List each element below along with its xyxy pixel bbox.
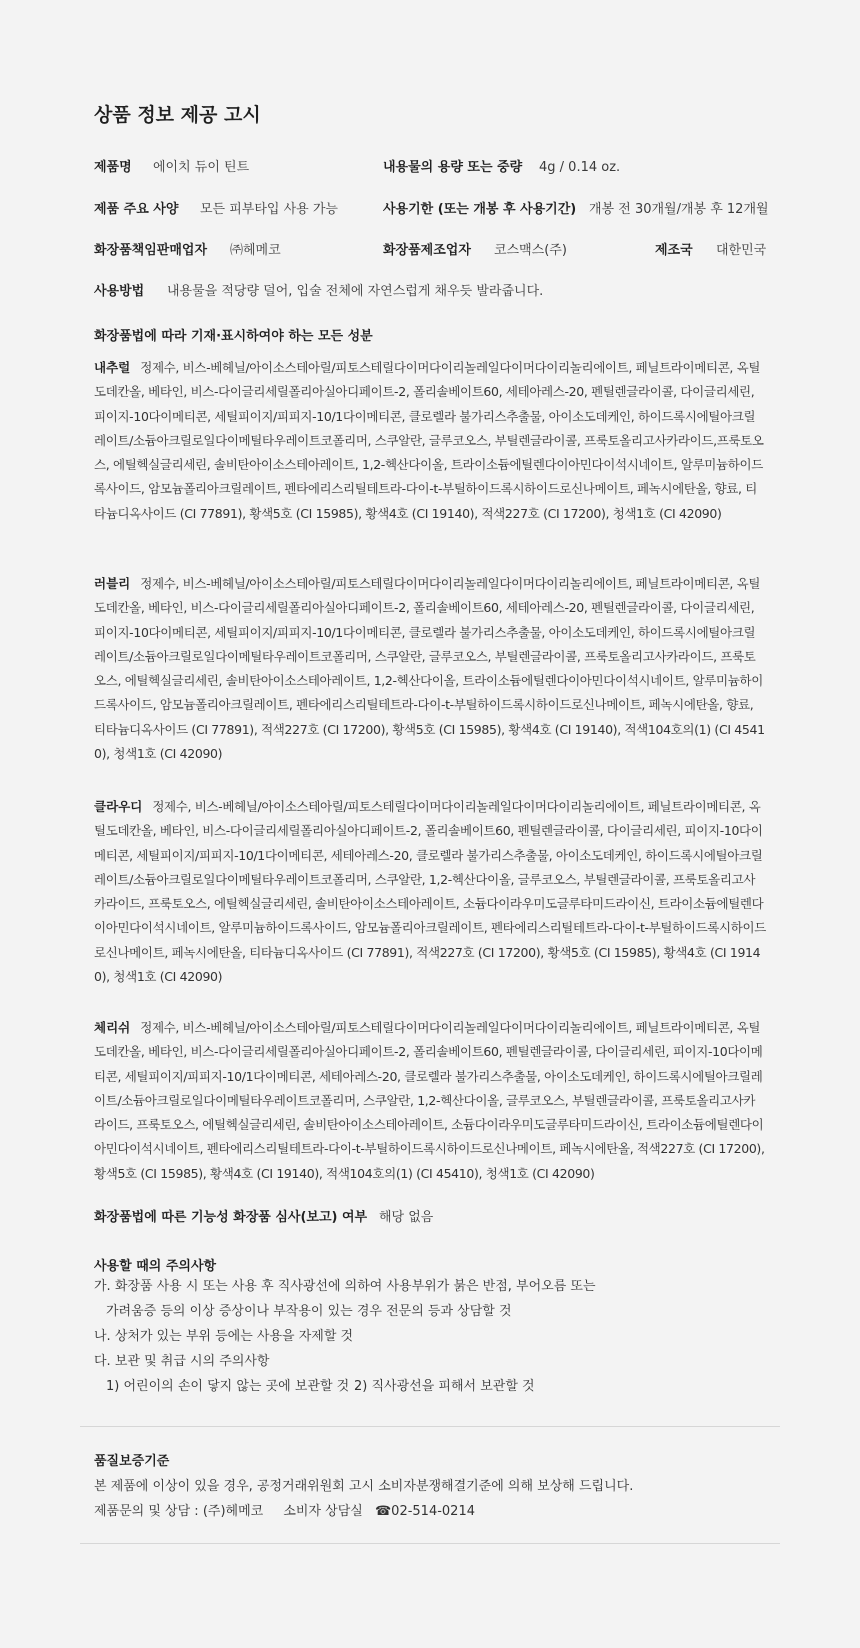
shade-name: 체리쉬 bbox=[94, 1020, 131, 1035]
caution-line: 나. 상처가 있는 부위 등에는 사용을 자제할 것 bbox=[94, 1329, 354, 1344]
ingredients-heading: 화장품법에 따라 기재·표시하여야 하는 모든 성분 bbox=[94, 329, 373, 344]
caution-line: 다. 보관 및 취급 시의 주의사항 bbox=[94, 1354, 270, 1369]
ingredient-list: 정제수, 비스-베헤닐/아이소스테아릴/피토스테릴다이머다이리놀레일다이머다이리놀리에이트, 페닐트라이메티콘, 옥틸도데칸올, 베타인, 비스-다이글리세릴폴리아실아디페이트-2, 폴리솔베이트60, 세테아레스-20, 펜틸렌글라이콜, 다이글리세린, 피이지-10다이메티콘, 세틸피이지/피피지-10/1다이메티콘, 클로렐라 불가리스추출물, 아이소도데케인, 하이드록시에틸아크릴레이트/소듐아크릴로일다이메틸타우레이트코폴리머, 스쿠알란, 글루코오스, 부틸렌글라이콜, 프룩토올리고사카라이드, 프룩토오스, 에틸헥실글리세린, 솔비탄아이소스테아레이트, 1,2-헥산다이올, 트라이소듐에틸렌다이아민다이석시네이트, 알루미늄하이드록사이드, 암모늄폴리아크릴레이트, 펜타에리스리틸테트라-다이-t-부틸하이드록시하이드로신나메이트, 페녹시에탄올, 향료, 티타늄디옥사이드 (CI 77891), 적색227호 (CI 17200), 황색5호 (CI 15985), 황색4호 (CI 19140), 적색104호의(1) (CI 45410), 청색1호 (CI 42090) bbox=[94, 576, 765, 762]
caution-line: 2) 직사광선을 피해서 보관할 것 bbox=[354, 1379, 535, 1394]
seller-value: ㈜헤메코 bbox=[230, 243, 281, 258]
volume-value: 4g / 0.14 oz. bbox=[539, 160, 621, 175]
ingredient-list: 정제수, 비스-베헤닐/아이소스테아릴/피토스테릴다이머다이리놀레일다이머다이리놀리에이트, 페닐트라이메티콘, 옥틸도데칸올, 베타인, 비스-다이글리세릴폴리아실아디페이트-2, 폴리솔베이트60, 펜틸렌글라이콜, 다이글리세린, 피이지-10다이메티콘, 세틸피이지/피피지-10/1다이메티콘, 세테아레스-20, 클로렐라 불가리스추출물, 아이소도데케인, 하이드록시에틸아크릴레이트/소듐아크릴로일다이메틸타우레이트코폴리머, 스쿠알란, 1,2-헥산다이올, 글루코오스, 부틸렌글라이콜, 프룩토올리고사카라이드, 프룩토오스, 에틸헥실글리세린, 솔비탄아이소스테아레이트, 소듐다이라우미도글루타미드라이신, 트라이소듐에틸렌다이아민다이석시네이트, 펜타에리스리틸테트라-다이-t-부틸하이드록시하이드로신나메이트, 페녹시에탄올, 적색227호 (CI 17200), 황색5호 (CI 15985), 황색4호 (CI 19140), 적색104호의(1) (CI 45410), 청색1호 (CI 42090) bbox=[94, 1020, 765, 1181]
caution-line: 가려움증 등의 이상 증상이나 부작용이 있는 경우 전문의 등과 상담할 것 bbox=[106, 1304, 512, 1319]
consumer-center-label: 소비자 상담실 bbox=[283, 1504, 363, 1519]
ingredient-block-lovely bbox=[94, 572, 766, 766]
divider-top bbox=[80, 1426, 780, 1427]
shade-name: 클라우디 bbox=[94, 799, 143, 814]
usage-value: 내용물을 적당량 덜어, 입술 전체에 자연스럽게 채우듯 발라줍니다. bbox=[167, 284, 544, 299]
phone-number: 02-514-0214 bbox=[391, 1504, 475, 1519]
expiry-label: 사용기한 (또는 개봉 후 사용기간) bbox=[383, 202, 577, 217]
phone-icon: ☎ bbox=[374, 1504, 392, 1519]
caution-line: 1) 어린이의 손이 닿지 않는 곳에 보관할 것 bbox=[106, 1379, 350, 1394]
ingredient-list: 정제수, 비스-베헤닐/아이소스테아릴/피토스테릴다이머다이리놀레일다이머다이리놀리에이트, 페닐트라이메티콘, 옥틸도데칸올, 베타인, 비스-다이글리세릴폴리아실아디페이트-2, 폴리솔베이트60, 펜틸렌글라이콜, 다이글리세린, 피이지-10다이메티콘, 세틸피이지/피피지-10/1다이메티콘, 세테아레스-20, 클로렐라 불가리스추출물, 아이소도데케인, 하이드록시에틸아크릴레이트/소듐아크릴로일다이메틸타우레이트코폴리머, 스쿠알란, 1,2-헥산다이올, 글루코오스, 부틸렌글라이콜, 프룩토올리고사카라이드, 프룩토오스, 에틸헥실글리세린, 솔비탄아이소스테아레이트, 소듐다이라우미도글루타미드라이신, 트라이소듐에틸렌다이아민다이석시네이트, 알루미늄하이드록사이드, 암모늄폴리아크릴레이트, 펜타에리스리틸테트라-다이-t-부틸하이드록시하이드로신나메이트, 페녹시에탄올, 티타늄디옥사이드 (CI 77891), 적색227호 (CI 17200), 황색5호 (CI 15985), 황색4호 (CI 19140), 청색1호 (CI 42090) bbox=[94, 799, 766, 985]
expiry-value: 개봉 전 30개월/개봉 후 12개월 bbox=[589, 202, 769, 217]
divider-bottom bbox=[80, 1543, 780, 1544]
inquiry-text: 제품문의 및 상담 : (주)헤메코 bbox=[94, 1504, 264, 1519]
functional-label: 화장품법에 따른 기능성 화장품 심사(보고) 여부 bbox=[94, 1210, 368, 1225]
ingredient-block-cloudy bbox=[94, 795, 766, 989]
maker-label: 화장품제조업자 bbox=[383, 243, 471, 258]
inquiry-line bbox=[94, 1500, 475, 1524]
seller-label: 화장품책임판매업자 bbox=[94, 243, 208, 258]
volume-label: 내용물의 용량 또는 중량 bbox=[383, 160, 523, 175]
country-value: 대한민국 bbox=[716, 243, 767, 258]
quality-text: 본 제품에 이상이 있을 경우, 공정거래위원회 고시 소비자분쟁해결기준에 의해 보상해 드립니다. bbox=[94, 1479, 634, 1494]
quality-heading: 품질보증기준 bbox=[94, 1454, 170, 1469]
shade-name: 러블리 bbox=[94, 576, 131, 591]
maker-value: 코스맥스(주) bbox=[494, 243, 567, 258]
ingredient-block-natural bbox=[94, 356, 766, 526]
functional-value: 해당 없음 bbox=[379, 1210, 434, 1225]
product-name-label: 제품명 bbox=[94, 160, 132, 175]
product-name-value: 에이치 듀이 틴트 bbox=[153, 160, 250, 175]
spec-value: 모든 피부타입 사용 가능 bbox=[200, 202, 338, 217]
caution-line: 가. 화장품 사용 시 또는 사용 후 직사광선에 의하여 사용부위가 붉은 반점, 부어오름 또는 bbox=[94, 1279, 596, 1294]
ingredient-block-cherish bbox=[94, 1016, 766, 1186]
usage-label: 사용방법 bbox=[94, 284, 145, 299]
shade-name: 내추럴 bbox=[94, 360, 131, 375]
spec-label: 제품 주요 사양 bbox=[94, 202, 179, 217]
caution-heading: 사용할 때의 주의사항 bbox=[94, 1259, 217, 1274]
ingredient-list: 정제수, 비스-베헤닐/아이소스테아릴/피토스테릴다이머다이리놀레일다이머다이리놀리에이트, 페닐트라이메티콘, 옥틸도데칸올, 베타인, 비스-다이글리세릴폴리아실아디페이트-2, 폴리솔베이트60, 세테아레스-20, 펜틸렌글라이콜, 다이글리세린, 피이지-10다이메티콘, 세틸피이지/피피지-10/1다이메티콘, 클로렐라 불가리스추출물, 아이소도데케인, 하이드록시에틸아크릴레이트/소듐아크릴로일다이메틸타우레이트코폴리머, 스쿠알란, 글루코오스, 부틸렌글라이콜, 프룩토올리고사카라이드,프룩토오스, 에틸헥실글리세린, 솔비탄아이소스테아레이트, 1,2-헥산다이올, 트라이소듐에틸렌다이아민다이석시네이트, 알루미늄하이드록사이드, 암모늄폴리아크릴레이트, 펜타에리스리틸테트라-다이-t-부틸하이드록시하이드로신나메이트, 페녹시에탄올, 향료, 티타늄디옥사이드 (CI 77891), 황색5호 (CI 15985), 황색4호 (CI 19140), 적색227호 (CI 17200), 청색1호 (CI 42090) bbox=[94, 360, 764, 521]
country-label: 제조국 bbox=[655, 243, 693, 258]
page-title: 상품 정보 제공 고시 bbox=[94, 104, 261, 126]
